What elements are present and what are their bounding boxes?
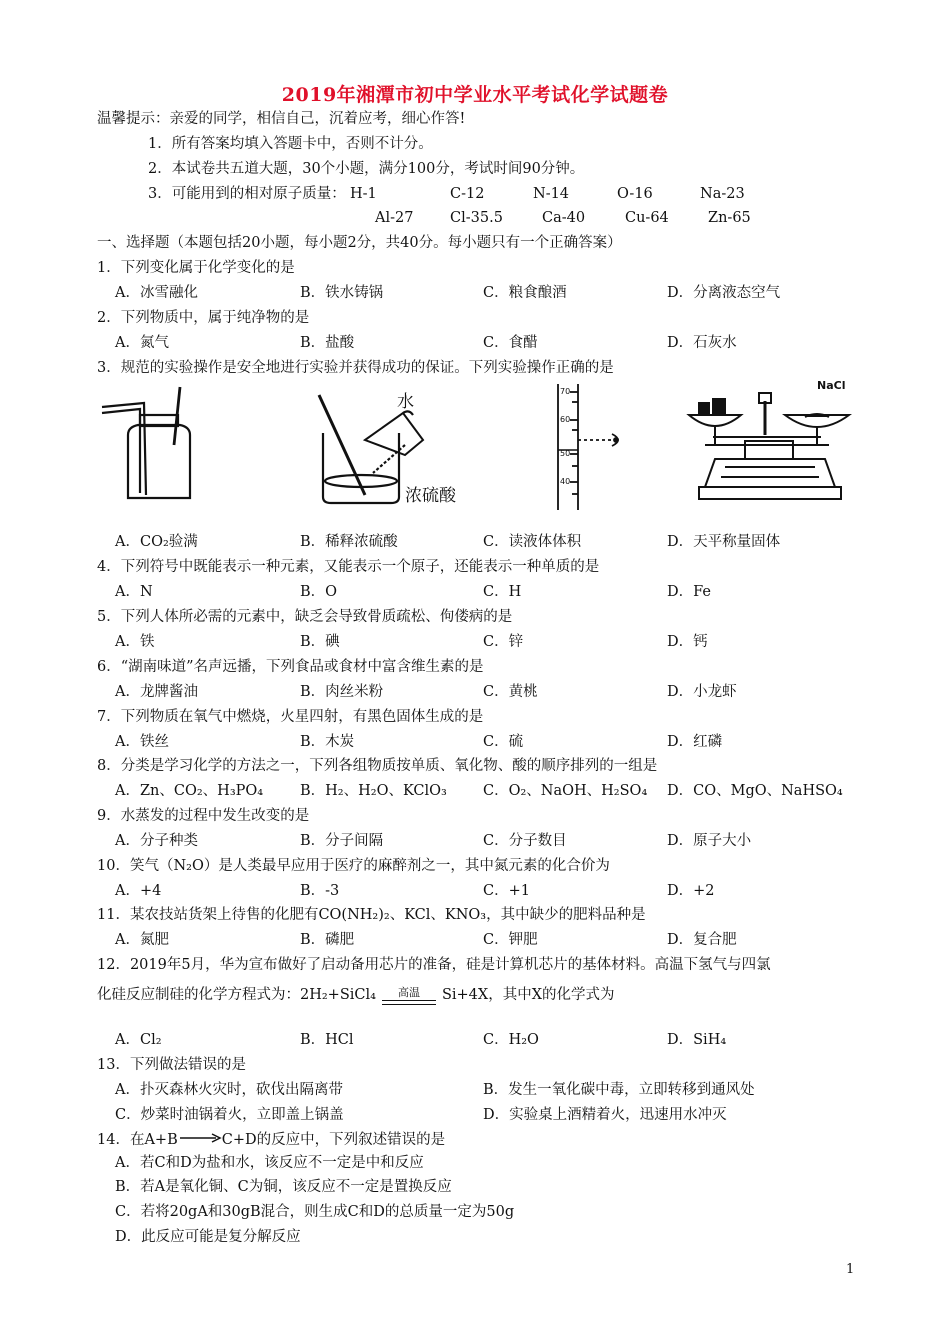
question-stem <box>97 1131 445 1149</box>
option-b: B．铁水铸锅 <box>300 285 384 301</box>
question-stem: 9．水蒸发的过程中发生改变的是 <box>97 808 310 824</box>
question-stem: 5．下列人体所必需的元素中，缺乏会导致骨质疏松、佝偻病的是 <box>97 609 513 625</box>
atomic-mass: Cl-35.5 <box>450 210 503 226</box>
question-stem: 2．下列物质中，属于纯净物的是 <box>97 310 310 326</box>
equation-right: Si+4X，其中X的化学式为 <box>441 987 615 1003</box>
question-stem: 1．下列变化属于化学变化的是 <box>97 260 295 276</box>
nacl-label: NaCl <box>817 379 846 392</box>
option-c: C．读液体体积 <box>483 534 582 550</box>
question-stem: 13．下列做法错误的是 <box>97 1057 246 1073</box>
option-a: A．氮肥 <box>115 932 169 948</box>
option-c: C．硫 <box>483 734 524 750</box>
atomic-mass: C-12 <box>450 186 485 202</box>
question-stem: 10．笑气（N₂O）是人类最早应用于医疗的麻醉剂之一，其中氮元素的化合价为 <box>97 858 610 874</box>
option-c: C．O₂、NaOH、H₂SO₄ <box>483 783 648 799</box>
option-b: B．分子间隔 <box>300 833 384 849</box>
reaction-arrow-icon <box>178 1133 222 1143</box>
co2-bottle-figure <box>100 385 210 510</box>
option-d: D．天平称量固体 <box>667 534 781 550</box>
tips-line-3: 3．可能用到的相对原子质量： <box>148 186 346 202</box>
option-b: B．-3 <box>300 883 340 899</box>
option-a: A．Cl₂ <box>115 1032 162 1048</box>
option-b: B．碘 <box>300 634 340 650</box>
atomic-mass: O-16 <box>617 186 653 202</box>
option-b: B．H₂、H₂O、KClO₃ <box>300 783 447 799</box>
question-stem: 11．某农技站货架上待售的化肥有CO(NH₂)₂、KCl、KNO₃，其中缺少的肥料品种是 <box>97 907 646 923</box>
section-heading: 一、选择题（本题包括20小题，每小题2分，共40分。每小题只有一个正确答案） <box>97 235 622 251</box>
option-b: B．HCl <box>300 1032 354 1048</box>
option-d: D．复合肥 <box>667 932 737 948</box>
option-b: B．木炭 <box>300 734 355 750</box>
option-c: C．若将20gA和30gB混合，则生成C和D的总质量一定为50g <box>115 1204 515 1220</box>
atomic-mass: N-14 <box>533 186 570 202</box>
option-b: B．肉丝米粉 <box>300 684 384 700</box>
option-a: A．氮气 <box>115 335 169 351</box>
tick-label: 40 <box>560 477 571 486</box>
option-c: C．食醋 <box>483 335 538 351</box>
question-stem: 12．2019年5月，华为宣布做好了启动备用芯片的准备，硅是计算机芯片的基体材料。高温下氢气与四氯 <box>97 957 771 973</box>
option-d: D．CO、MgO、NaHSO₄ <box>667 783 843 799</box>
option-c: C．粮食酿酒 <box>483 285 567 301</box>
option-d: D．分离液态空气 <box>667 285 781 301</box>
option-a: A．铁丝 <box>115 734 169 750</box>
option-a: A．冰雪融化 <box>115 285 198 301</box>
option-d: D．+2 <box>667 883 715 899</box>
option-c: C．黄桃 <box>483 684 538 700</box>
option-b: B．盐酸 <box>300 335 355 351</box>
option-a: A．Zn、CO₂、H₃PO₄ <box>115 783 264 799</box>
option-a: A．N <box>115 584 153 600</box>
cylinder-figure <box>550 382 630 514</box>
option-a: A．分子种类 <box>115 833 198 849</box>
question-stem: 8．分类是学习化学的方法之一，下列各组物质按单质、氧化物、酸的顺序排列的一组是 <box>97 758 658 774</box>
option-d: D．钙 <box>667 634 708 650</box>
option-d: D．Fe <box>667 584 711 600</box>
atomic-mass: Cu-64 <box>625 210 669 226</box>
option-c: C．钾肥 <box>483 932 538 948</box>
equation-left: 化硅反应制硅的化学方程式为：2H₂+SiCl₄ <box>97 987 376 1003</box>
option-d: D．原子大小 <box>667 833 752 849</box>
atomic-mass: H-1 <box>350 186 377 202</box>
page-number: 1 <box>846 1262 855 1277</box>
tick-label: 70 <box>560 387 571 396</box>
tips-line-2: 2．本试卷共五道大题，30个小题，满分100分，考试时间90分钟。 <box>148 161 585 177</box>
option-a: A．龙牌酱油 <box>115 684 198 700</box>
reaction-condition: 高温 <box>397 986 420 999</box>
option-a: A．CO₂验满 <box>115 534 198 550</box>
option-d: D．小龙虾 <box>667 684 737 700</box>
option-c: C．分子数目 <box>483 833 567 849</box>
atomic-mass: Ca-40 <box>542 210 586 226</box>
tick-label: 50 <box>560 449 571 458</box>
reaction-reactants: 14．在A+B <box>97 1132 178 1148</box>
water-label: 水 <box>397 392 414 412</box>
question-stem-cont <box>97 986 615 1004</box>
option-a: A．铁 <box>115 634 155 650</box>
atomic-mass: Na-23 <box>700 186 745 202</box>
option-d: D．SiH₄ <box>667 1032 727 1048</box>
question-stem: 3．规范的实验操作是安全地进行实验并获得成功的保证。下列实验操作正确的是 <box>97 360 614 376</box>
equals-sign-high-temp <box>380 986 438 1004</box>
option-c: C．炒菜时油锅着火，立即盖上锅盖 <box>115 1107 344 1123</box>
option-d: D．红磷 <box>667 734 723 750</box>
balance-figure <box>685 375 855 510</box>
dilute-acid-figure <box>305 385 490 510</box>
question-stem: 7．下列物质在氧气中燃烧，火星四射，有黑色固体生成的是 <box>97 709 484 725</box>
tips-intro: 温馨提示：亲爱的同学，相信自己，沉着应考，细心作答! <box>97 111 466 127</box>
question-stem: 4．下列符号中既能表示一种元素，又能表示一个原子，还能表示一种单质的是 <box>97 559 600 575</box>
option-b: B．若A是氧化铜、C为铜，该反应不一定是置换反应 <box>115 1179 452 1195</box>
option-d: D．此反应可能是复分解反应 <box>115 1229 301 1245</box>
option-b: B．稀释浓硫酸 <box>300 534 398 550</box>
option-b: B．O <box>300 584 338 600</box>
option-c: C．H <box>483 584 522 600</box>
option-b: B．发生一氧化碳中毒，立即转移到通风处 <box>483 1082 755 1098</box>
option-d: D．实验桌上酒精着火，迅速用水冲灭 <box>483 1107 727 1123</box>
option-d: D．石灰水 <box>667 335 737 351</box>
tick-label: 60 <box>560 415 571 424</box>
question-stem: 6．“湖南味道”名声远播，下列食品或食材中富含维生素的是 <box>97 659 484 675</box>
option-c: C．H₂O <box>483 1032 539 1048</box>
exam-title: 2019年湘潭市初中学业水平考试化学试题卷 <box>281 84 669 106</box>
option-c: C．+1 <box>483 883 530 899</box>
tips-line-1: 1．所有答案均填入答题卡中，否则不计分。 <box>148 136 433 152</box>
option-b: B．磷肥 <box>300 932 355 948</box>
acid-label: 浓硫酸 <box>405 486 456 506</box>
option-c: C．锌 <box>483 634 524 650</box>
reaction-products: C+D的反应中，下列叙述错误的是 <box>221 1132 446 1148</box>
option-a: A．+4 <box>115 883 162 899</box>
option-a: A．扑灭森林火灾时，砍伐出隔离带 <box>115 1082 343 1098</box>
option-a: A．若C和D为盐和水，该反应不一定是中和反应 <box>115 1155 424 1171</box>
atomic-mass: Al-27 <box>375 210 414 226</box>
atomic-mass: Zn-65 <box>708 210 751 226</box>
